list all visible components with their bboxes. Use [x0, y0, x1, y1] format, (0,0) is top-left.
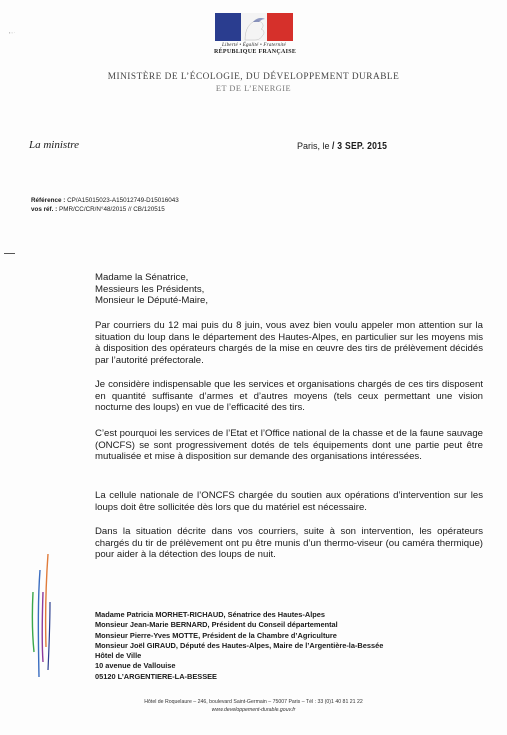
place-label: Paris, le	[297, 141, 330, 151]
signatory-title: La ministre	[29, 139, 80, 151]
your-reference-value: PMR/CC/CR/N°48/2015 // CB/120515	[59, 205, 165, 213]
reference-value: CP/A15015023-A15012749-D15016043	[67, 197, 179, 204]
reference-label: Référence :	[31, 197, 66, 204]
footer-address: Hôtel de Roquelaure – 246, boulevard Saint-Germain – 75007 Paris – Tél : 33 (0)1 40 81 21 22	[144, 699, 363, 705]
reference-block	[31, 197, 179, 214]
recipient-line: 10 avenue de Vallouise	[95, 661, 176, 671]
republic-logo	[214, 13, 297, 55]
footer	[0, 698, 507, 714]
ministry-line-2: ET DE L’ENERGIE	[215, 84, 292, 93]
salutation	[95, 272, 208, 307]
recipient-line: Monsieur Jean-Marie BERNARD, Président du Conseil départemental	[95, 620, 338, 630]
scan-speck: ▪ ▫ ·	[9, 30, 16, 35]
paragraph: Dans la situation décrite dans vos courriers, suite à son intervention, les opérateurs chargés du tir de prélèvement ont pu être munis d’un thermo-viseur (ou caméra thermique) pour aider à la détection des loups de nuit.	[95, 526, 483, 561]
salutation-line: Messieurs les Présidents,	[95, 283, 205, 295]
paragraph: Par courriers du 12 mai puis du 8 juin, vous avez bien voulu appeler mon attention sur la situation du loup dans le département des Hautes-Alpes, en particulier sur les moyens mis à disposition des opérateurs chargés de la mise en œuvre des tirs de prélèvement décidés par l’autorité préfectorale.	[95, 320, 483, 366]
stamped-date: / 3 SEP. 2015	[332, 140, 388, 152]
paragraph: C’est pourquoi les services de l’Etat et l’Office national de la chasse et de la faune sauvage (ONCFS) se sont progressivement dotés de tels équipements dont une partie peut être mutualisée et mise à disposition sur demande des organisations intéressées.	[95, 428, 483, 463]
recipient-line: Monsieur Pierre-Yves MOTTE, Président de la Chambre d’Agriculture	[95, 630, 337, 640]
republic-motto: Liberté • Égalité • Fraternité	[222, 43, 286, 48]
ministry-line-1: MINISTÈRE DE L’ÉCOLOGIE, DU DÉVELOPPEMENT DURABLE	[107, 72, 400, 82]
place-and-date	[297, 140, 399, 152]
recipient-line: Madame Patricia MORHET-RICHAUD, Sénatrice des Hautes-Alpes	[95, 610, 325, 619]
recipients-block	[95, 610, 383, 682]
salutation-line: Monsieur le Député-Maire,	[95, 295, 209, 307]
recipient-line: Monsieur Joël GIRAUD, Député des Hautes-Alpes, Maire de l’Argentière-la-Bessée	[95, 640, 384, 650]
your-reference-label: vos réf. :	[31, 205, 58, 213]
paragraph: Je considère indispensable que les services et organisations chargés de ces tirs disposent en quantité suffisante d’armes et d’autres moyens (tels ceux permettant une vision nocturne des loups) en vue de l’efficacité des tirs.	[95, 379, 483, 414]
fold-mark	[4, 253, 15, 254]
marianne-flag-icon	[215, 13, 293, 41]
decorative-stripes	[26, 552, 56, 682]
footer-website: www.developpement-durable.gouv.fr	[211, 707, 296, 713]
recipient-line: 05120 L’ARGENTIERE-LA-BESSEE	[95, 671, 217, 681]
republic-name: RÉPUBLIQUE FRANÇAISE	[214, 49, 297, 55]
paragraph: La cellule nationale de l’ONCFS chargée du soutien aux opérations d’intervention sur les loups doit être sollicitée dès lors que du matériel est nécessaire.	[95, 490, 483, 513]
recipient-line: Hôtel de Ville	[95, 651, 142, 661]
salutation-line: Madame la Sénatrice,	[95, 272, 189, 283]
